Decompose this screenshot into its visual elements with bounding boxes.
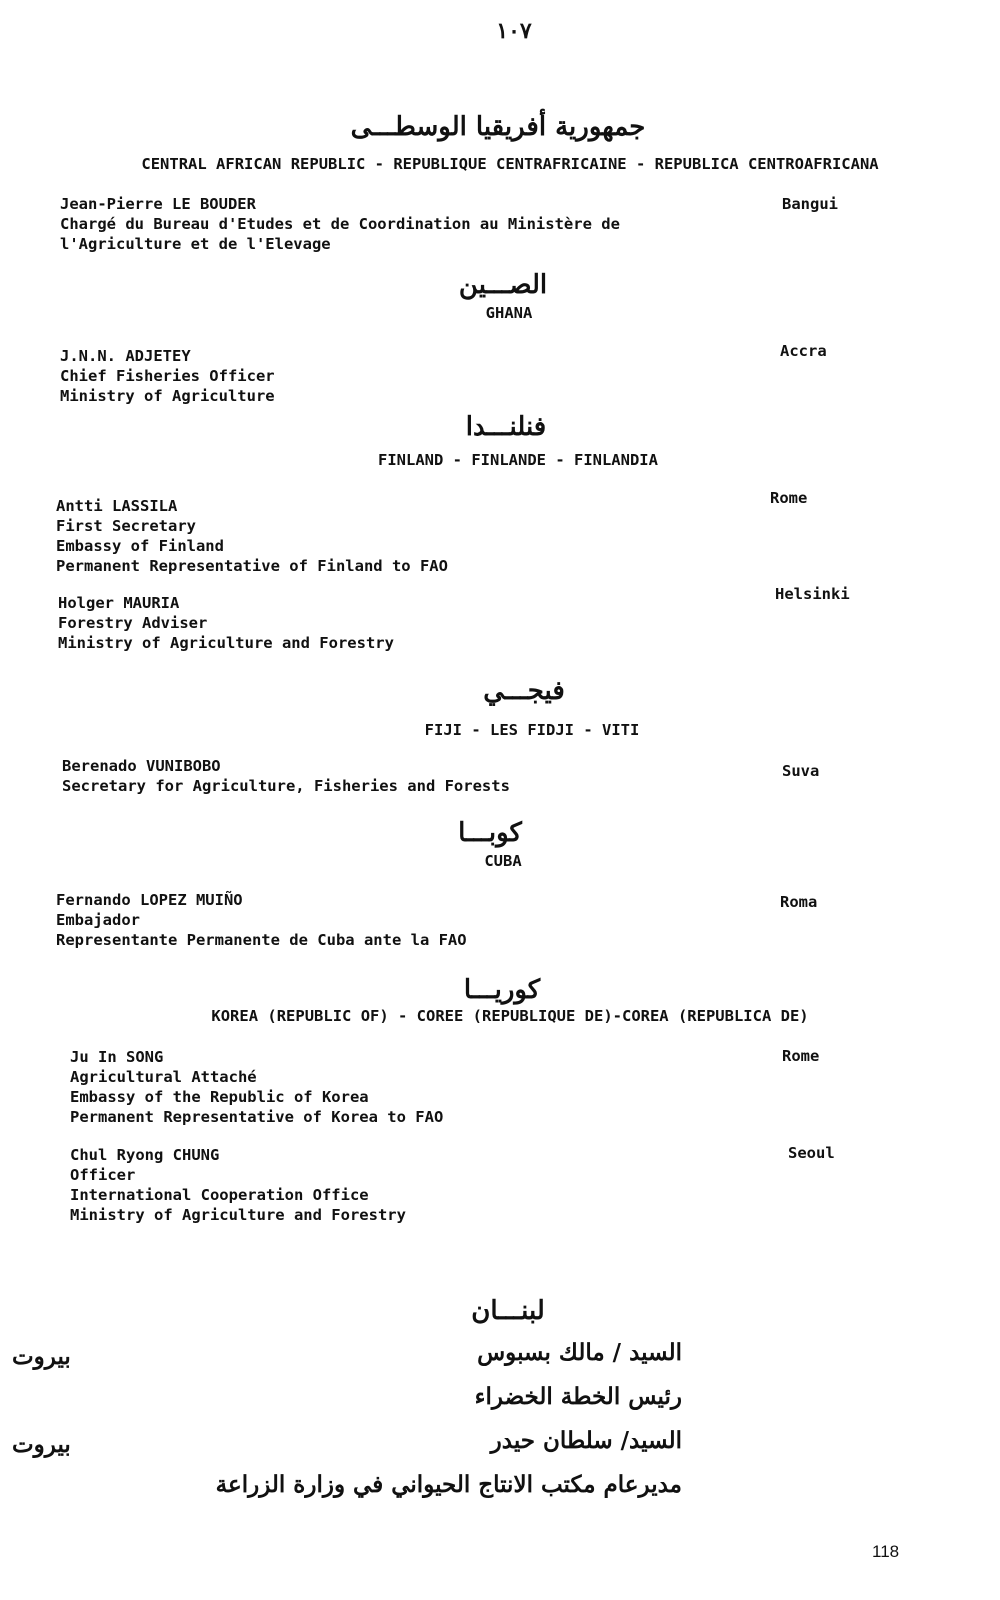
delegate-entry [56,890,467,950]
delegate-title: Ministry of Agriculture and Forestry [58,634,394,652]
country-heading-arabic: فيجـــي [483,676,565,706]
delegate-title: Forestry Adviser [58,614,208,632]
delegate-title: Agricultural Attaché [70,1068,257,1086]
delegate-title: Representante Permanente de Cuba ante la FAO [56,931,467,949]
delegate-name: Holger MAURIA [58,594,180,612]
delegate-title: Embassy of Finland [56,537,224,555]
delegate-name: Berenado VUNIBOBO [62,757,221,775]
country-heading: FINLAND - FINLANDE - FINLANDIA [378,451,658,469]
delegate-name: Ju In SONG [70,1048,164,1066]
delegate-name-arabic: السيد/ سلطان حيدر [490,1427,682,1454]
country-heading: KOREA (REPUBLIC OF) - COREE (REPUBLIQUE DE)-COREA (REPUBLICA DE) [211,1007,809,1025]
delegate-name: Jean-Pierre LE BOUDER [60,195,256,213]
country-heading: CUBA [484,852,522,870]
delegate-title: First Secretary [56,517,196,535]
country-heading-arabic: الصـــين [458,270,548,300]
delegate-entry [62,756,510,796]
delegate-city: Rome [782,1047,820,1065]
delegate-entry [58,593,394,653]
delegate-title: International Cooperation Office [70,1186,369,1204]
delegate-title: Embassy of the Republic of Korea [70,1088,369,1106]
delegate-entry [60,194,620,254]
delegate-city: Bangui [782,195,838,213]
delegate-name: Antti LASSILA [56,497,178,515]
delegate-title-arabic: مديرعام مكتب الانتاج الحيواني في وزارة الزراعة [215,1471,682,1498]
delegate-name: J.N.N. ADJETEY [60,347,191,365]
delegate-city: Roma [780,893,818,911]
delegate-city: Helsinki [775,585,850,603]
country-heading: FIJI - LES FIDJI - VITI [424,721,640,739]
delegate-city-arabic: بيروت [12,1343,71,1370]
country-heading-arabic: جمهورية أفريقيا الوسطـــى [350,112,646,142]
page-number-arabic: ١٠٧ [496,18,532,44]
delegate-title: Embajador [56,911,140,929]
delegate-entry [70,1047,443,1127]
country-heading-arabic: كوبـــا [458,818,522,848]
delegate-title: Officer [70,1166,136,1184]
delegate-name: Chul Ryong CHUNG [70,1146,220,1164]
delegate-city: Suva [782,762,820,780]
delegate-title-arabic: رئيس الخطة الخضراء [474,1383,682,1410]
delegate-title: Chief Fisheries Officer [60,367,275,385]
country-heading: GHANA [485,304,533,322]
delegate-city-arabic: بيروت [12,1431,71,1458]
delegate-entry [56,496,448,576]
delegate-city: Accra [780,342,827,360]
country-heading: CENTRAL AFRICAN REPUBLIC - REPUBLIQUE CENTRAFRICAINE - REPUBLICA CENTROAFRICANA [141,155,879,173]
delegate-title: Chargé du Bureau d'Etudes et de Coordination au Ministère de [60,215,620,233]
delegate-city: Seoul [788,1144,835,1162]
delegate-name-arabic: السيد / مالك بسبوس [477,1339,682,1366]
delegate-entry [70,1145,406,1225]
delegate-entry [60,346,275,406]
country-heading-arabic: فنلنـــدا [465,412,547,442]
page-number: 118 [872,1542,900,1561]
delegate-title: l'Agriculture et de l'Elevage [60,235,331,253]
delegate-title: Secretary for Agriculture, Fisheries and Forests [62,777,510,795]
country-heading-arabic: لبنـــان [471,1296,545,1326]
delegate-city: Rome [770,489,808,507]
country-heading-arabic: كوريـــا [463,975,541,1005]
delegate-title: Permanent Representative of Finland to FAO [56,557,448,575]
delegate-name: Fernando LOPEZ MUIÑO [56,891,243,909]
delegate-title: Permanent Representative of Korea to FAO [70,1108,444,1126]
delegate-title: Ministry of Agriculture and Forestry [70,1206,406,1224]
delegate-title: Ministry of Agriculture [60,387,275,405]
